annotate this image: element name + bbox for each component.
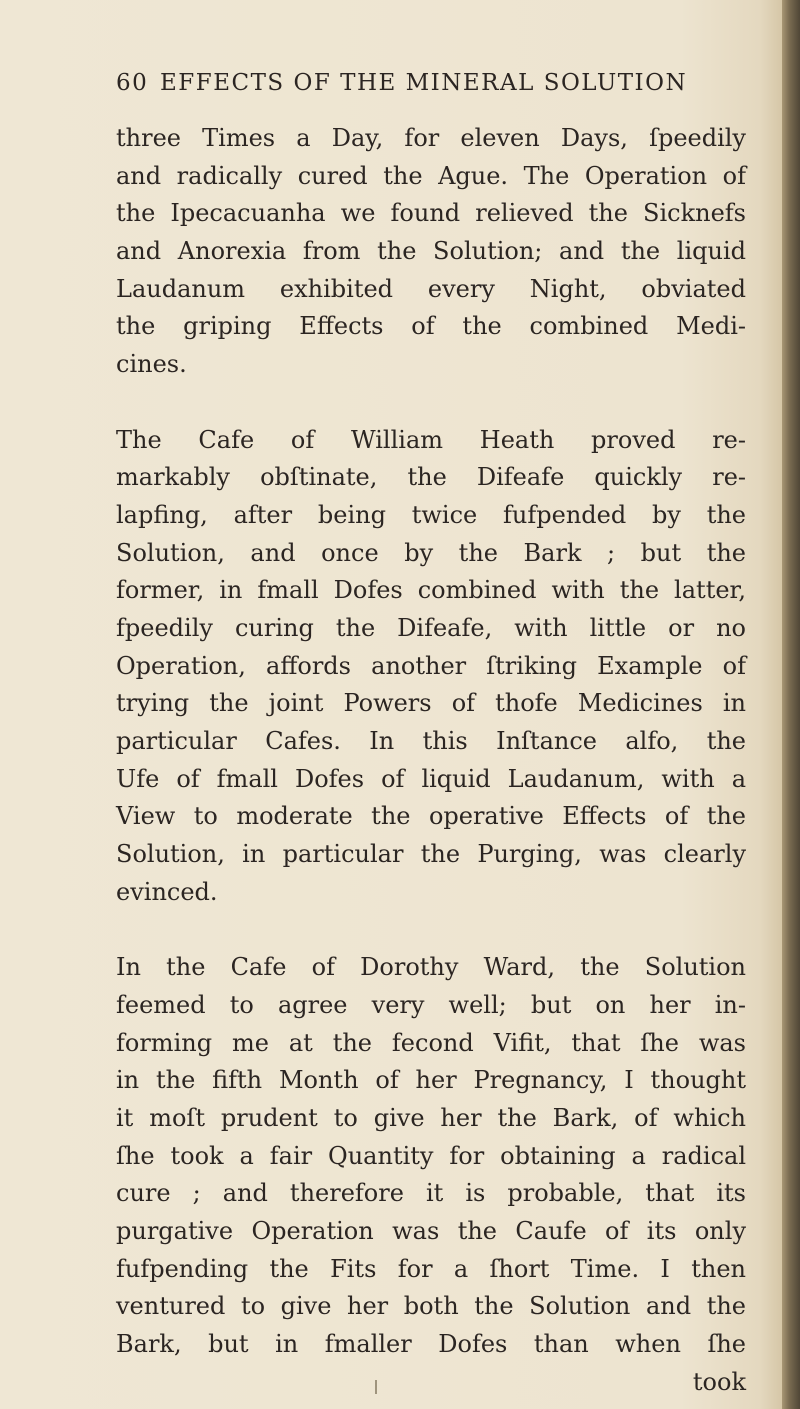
text-line: fpeedily curing the Difeafe, with little or no xyxy=(116,613,746,642)
text-line: lapfing, after being twice fufpended by the xyxy=(116,500,746,529)
running-title: EFFECTS OF THE MINERAL SOLUTION xyxy=(160,70,688,96)
text-line: Solution, in particular the Purging, was clearly xyxy=(116,840,746,869)
body-text xyxy=(116,120,746,1401)
text-line: Bark, but in fmaller Dofes than when ſhe xyxy=(116,1330,746,1358)
text-line: trying the joint Powers of thofe Medicines in xyxy=(116,689,746,718)
text-line: three Times a Day, for eleven Days, ſpeedily xyxy=(116,124,746,152)
text-line: former, in fmall Dofes combined with the latter, xyxy=(116,576,746,605)
text-line: Ufe of fmall Dofes of liquid Laudanum, with a xyxy=(116,764,746,793)
text-line: View to moderate the operative Effects of the xyxy=(116,802,746,831)
text-line: In the Cafe of Dorothy Ward, the Solution xyxy=(116,953,746,982)
text-line: in the fifth Month of her Pregnancy, I thought xyxy=(116,1066,746,1095)
text-line: purgative Operation was the Caufe of its only xyxy=(116,1216,746,1245)
text-line: markably obſtinate, the Difeafe quickly re- xyxy=(116,463,746,492)
text-line: Operation, affords another ſtriking Example of xyxy=(116,651,746,680)
text-line: and radically cured the Ague. The Operation of xyxy=(116,161,746,190)
text-line: evinced. xyxy=(116,877,218,906)
text-line: the Ipecacuanha we found relieved the Sicknefs xyxy=(116,199,746,228)
running-header xyxy=(116,70,716,106)
page-number: 60 xyxy=(116,70,149,96)
text-line: cure ; and therefore it is probable, that its xyxy=(116,1179,746,1208)
text-line: ſhe took a fair Quantity for obtaining a radical xyxy=(116,1141,746,1170)
text-line: ventured to give her both the Solution and the xyxy=(116,1292,746,1321)
text-line: Solution, and once by the Bark ; but the xyxy=(116,538,746,567)
paragraph-2 xyxy=(116,422,746,912)
text-line: the griping Effects of the combined Medi- xyxy=(116,312,746,341)
page-edge-shadow xyxy=(782,0,800,1409)
paragraph-1 xyxy=(116,120,746,384)
text-line: cines. xyxy=(116,350,187,379)
text-line: feemed to agree very well; but on her in- xyxy=(116,990,746,1019)
text-line: fufpending the Fits for a ſhort Time. I then xyxy=(116,1254,746,1283)
catchword: took xyxy=(692,1367,746,1396)
text-line: The Cafe of William Heath proved re- xyxy=(116,425,746,454)
paper-speck xyxy=(375,1380,377,1394)
text-line: forming me at the fecond Vifit, that ſhe was xyxy=(116,1028,746,1057)
text-line: it moſt prudent to give her the Bark, of which xyxy=(116,1103,746,1132)
text-line: Laudanum exhibited every Night, obviated xyxy=(116,274,746,303)
paragraph-3 xyxy=(116,949,746,1364)
text-line: particular Cafes. In this Inſtance alfo, the xyxy=(116,727,746,755)
text-line: and Anorexia from the Solution; and the liquid xyxy=(116,237,746,266)
